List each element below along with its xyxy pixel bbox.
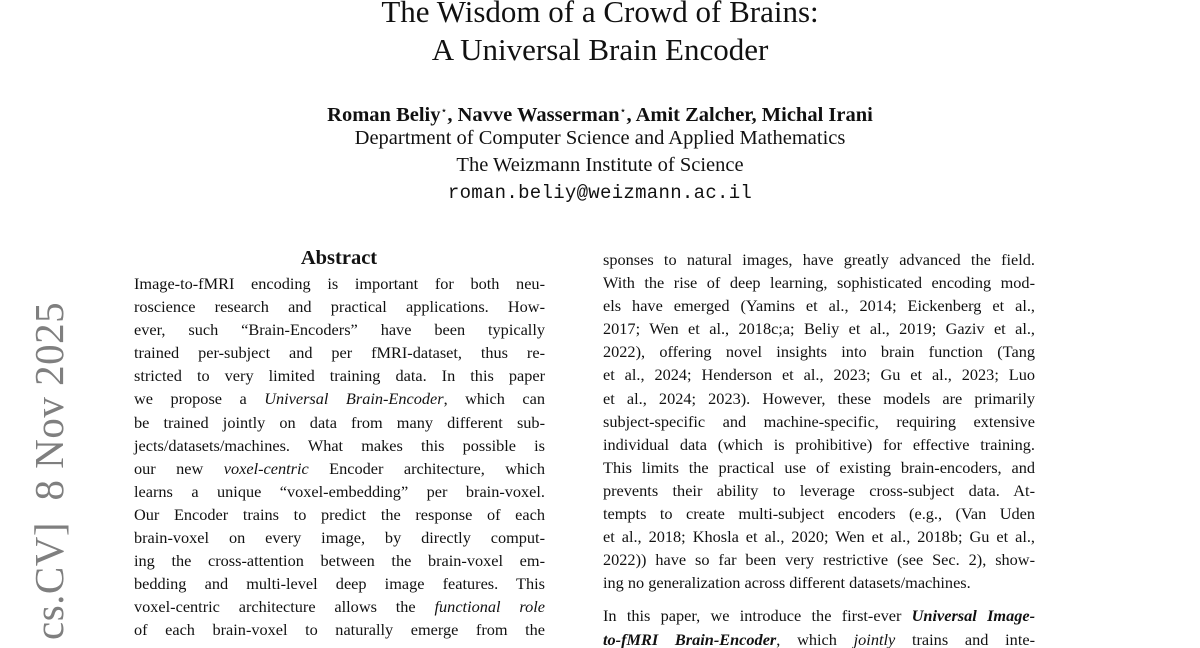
text-line [134, 387, 545, 410]
text-segment: tempts to create multi-subject encoders (e.g., (Van Uden [603, 504, 1035, 524]
text-line [134, 457, 545, 480]
text-segment: Our Encoder trains to predict the response of each [134, 504, 545, 524]
paper-title-line-1: The Wisdom of a Crowd of Brains: [381, 0, 819, 29]
text-line [603, 571, 1035, 594]
text-segment: bedding and multi-level deep image features. This [134, 574, 545, 594]
abstract-heading: Abstract [300, 247, 378, 269]
text-segment: With the rise of deep learning, sophisticated encoding mod- [603, 273, 1035, 293]
text-line [603, 340, 1035, 363]
text-segment: brain-voxel on every image, by directly comput- [134, 528, 545, 548]
text-segment: ever, such “Brain-Encoders” have been typically [134, 320, 545, 340]
text-line [603, 294, 1035, 317]
text-line [134, 618, 545, 641]
text-line [134, 503, 545, 526]
text-segment: ing the cross-attention between the brain-voxel em- [134, 551, 545, 571]
emphasized-text: jointly [853, 629, 896, 648]
text-line [134, 272, 545, 295]
text-line [134, 549, 545, 572]
text-segment: et al., 2024; Henderson et al., 2023; Gu et al., 2023; Luo [603, 365, 1035, 385]
text-line [134, 341, 545, 364]
abstract-body [134, 272, 545, 642]
text-segment: , which [776, 629, 854, 648]
text-segment: of each brain-voxel to naturally emerge from the [134, 620, 545, 640]
text-segment: we propose a [134, 389, 265, 409]
text-segment: et al., 2018; Khosla et al., 2020; Wen et al., 2018b; Gu et al., [603, 527, 1035, 547]
text-line [603, 248, 1035, 271]
paragraph-gap [603, 594, 1035, 604]
paragraph [603, 248, 1035, 594]
text-line [603, 548, 1035, 571]
text-segment: jects/datasets/machines. What makes this possible is [134, 435, 545, 455]
author-name: Michal Irani [761, 104, 873, 126]
text-segment: 2022)) have so far been very restrictive (see Sec. 2), show- [603, 550, 1035, 570]
text-segment: sponses to natural images, have greatly advanced the field. [603, 250, 1035, 269]
text-segment: In this paper, we introduce the first-ever [603, 606, 912, 626]
text-segment: trains and inte- [895, 629, 1035, 648]
emphasized-text: to-fMRI Brain-Encoder [603, 629, 777, 648]
author-email[interactable]: roman.beliy@weizmann.ac.il [447, 182, 753, 204]
text-line [134, 526, 545, 549]
text-segment: 2017; Wen et al., 2018c;a; Beliy et al., 2019; Gaziv et al., [603, 319, 1035, 339]
equal-contribution-mark: ⋆ [619, 105, 627, 117]
text-line [603, 479, 1035, 502]
author-separator: , [751, 104, 762, 126]
text-segment: individual data (which is prohibitive) for effective training. [603, 434, 1035, 454]
text-line [134, 595, 545, 618]
text-segment: our new [134, 458, 224, 478]
author-name: Navve Wasserman [457, 104, 620, 126]
affiliation-department: Department of Computer Science and Applied Mathematics [354, 127, 846, 149]
right-column-body [603, 248, 1035, 648]
author-name: Amit Zalcher [635, 104, 752, 126]
text-line [603, 525, 1035, 548]
text-segment: voxel-centric architecture allows the [134, 597, 435, 617]
text-line [603, 317, 1035, 340]
text-line [134, 318, 545, 341]
text-segment: be trained jointly on data from many different sub- [134, 412, 545, 432]
text-line [603, 456, 1035, 479]
text-segment: , which can [443, 389, 545, 409]
text-segment: Image-to-fMRI encoding is important for both neu- [134, 274, 545, 293]
text-segment: ing no generalization across different datasets/machines. [603, 573, 971, 593]
text-segment: Encoder architecture, which [308, 458, 546, 478]
author-separator: , [447, 104, 458, 126]
text-line [603, 271, 1035, 294]
emphasized-text: functional role [434, 597, 546, 617]
text-line [134, 480, 545, 503]
author-list [0, 99, 1200, 127]
text-line [603, 410, 1035, 433]
text-line [603, 502, 1035, 525]
text-line [603, 363, 1035, 386]
text-line [134, 572, 545, 595]
author-name: Roman Beliy [327, 104, 441, 126]
equal-contribution-mark: ⋆ [440, 105, 448, 117]
affiliation-institute: The Weizmann Institute of Science [456, 154, 744, 176]
arxiv-identifier-stamp: cs.CV] 8 Nov 2025 [26, 301, 72, 640]
text-line [134, 295, 545, 318]
text-segment: els have emerged (Yamins et al., 2014; Eickenberg et al., [603, 296, 1035, 316]
text-segment: et al., 2024; 2023). However, these models are primarily [603, 388, 1035, 408]
author-separator: , [626, 104, 636, 126]
text-line [603, 433, 1035, 456]
text-segment: prevents their ability to leverage cross-subject data. At- [603, 480, 1035, 500]
emphasized-text: Universal Brain-Encoder [264, 389, 444, 409]
text-line [134, 411, 545, 434]
text-line [603, 628, 1035, 648]
paper-title-line-2: A Universal Brain Encoder [431, 32, 769, 67]
text-line [603, 387, 1035, 410]
text-segment: trained per-subject and per fMRI-dataset, thus re- [134, 343, 545, 363]
emphasized-text: voxel-centric [223, 458, 309, 478]
text-line [134, 364, 545, 387]
text-segment: roscience research and practical applications. How- [134, 297, 545, 317]
text-segment: learns a unique “voxel-embedding” per brain-voxel. [134, 481, 545, 501]
text-line [603, 604, 1035, 627]
text-segment: subject-specific and machine-specific, requiring extensive [603, 411, 1035, 431]
text-segment: 2022), offering novel insights into brain function (Tang [603, 342, 1035, 362]
emphasized-text: Universal Image- [911, 606, 1035, 626]
text-line [134, 434, 545, 457]
text-segment: stricted to very limited training data. In this paper [134, 366, 545, 386]
text-segment: This limits the practical use of existing brain-encoders, and [603, 457, 1035, 477]
paragraph [603, 604, 1035, 648]
